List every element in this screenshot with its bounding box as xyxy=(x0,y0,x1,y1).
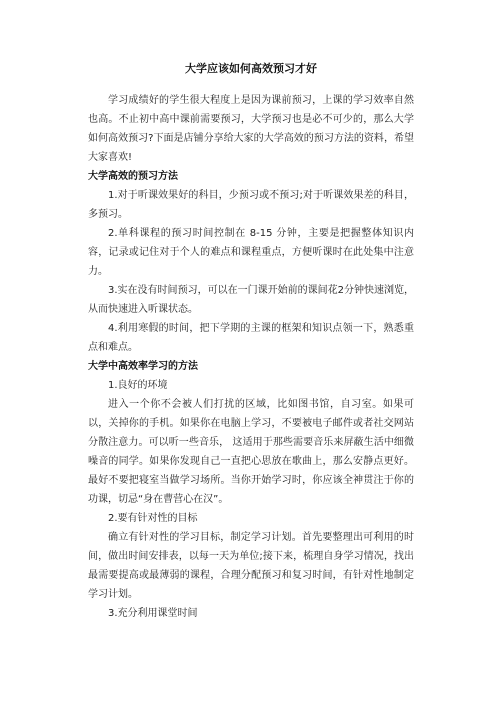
environment-paragraph: 进入一个你不会被人们打扰的区域，比如图书馆，自习室。如果可以，关掉你的手机。如果你在电脑上学习，不要被电子邮件或者社交网站分散注意力。可以听一些音乐， 这适用于那些需要音乐来屏蔽生活中细微噪音的同学。如果你发现自己一直把心思放在歌曲上，那么安静点更好。最好不要把寝室当做学习场所。当你开始学习时，你应该全神贯注于你的功课，切忌“身在曹营心在汉”。 xyxy=(88,399,414,505)
targeted-goals-paragraph: 确立有针对性的学习目标，制定学习计划。首先要整理出可利用的时间，做出时间安排表，以每一天为单位;接下来，梳理自身学习情况，找出最需要提高或最薄弱的课程，合理分配预习和复习时间，有针对性地制定学习计划。 xyxy=(88,532,414,600)
document-page xyxy=(88,60,414,623)
preview-method-1: 1.对于听课效果好的科目，少预习或不预习;对于听课效果差的科目，多预习。 xyxy=(88,190,414,220)
section-heading-preview-methods: 大学高效的预习方法 xyxy=(88,171,178,182)
document-title: 大学应该如何高效预习才好 xyxy=(185,62,317,75)
preview-method-3: 3.实在没有时间预习，可以在一门课开始前的课间花2分钟快速浏览，从而快速进入听课状态。 xyxy=(88,285,414,315)
preview-method-4: 4.利用寒假的时间，把下学期的主课的框架和知识点领一下，熟悉重点和难点。 xyxy=(88,323,414,353)
subheading-targeted-goals: 2.要有针对性的目标 xyxy=(108,513,198,524)
preview-method-2: 2.单科课程的预习时间控制在 8-15 分钟，主要是把握整体知识内容，记录或记住对于个人的难点和课程重点，方便听课时在此处集中注意力。 xyxy=(88,228,414,277)
subheading-class-time: 3.充分利用课堂时间 xyxy=(108,608,198,619)
section-heading-study-methods: 大学中高效率学习的方法 xyxy=(88,361,198,372)
subheading-environment: 1.良好的环境 xyxy=(108,380,168,391)
intro-paragraph: 学习成绩好的学生很大程度上是因为课前预习，上课的学习效率自然也高。不止初中高中课前需要预习，大学预习也是必不可少的，那么大学如何高效预习?下面是店铺分享给大家的大学高效的预习方法的资料，希望大家喜欢! xyxy=(88,95,414,163)
